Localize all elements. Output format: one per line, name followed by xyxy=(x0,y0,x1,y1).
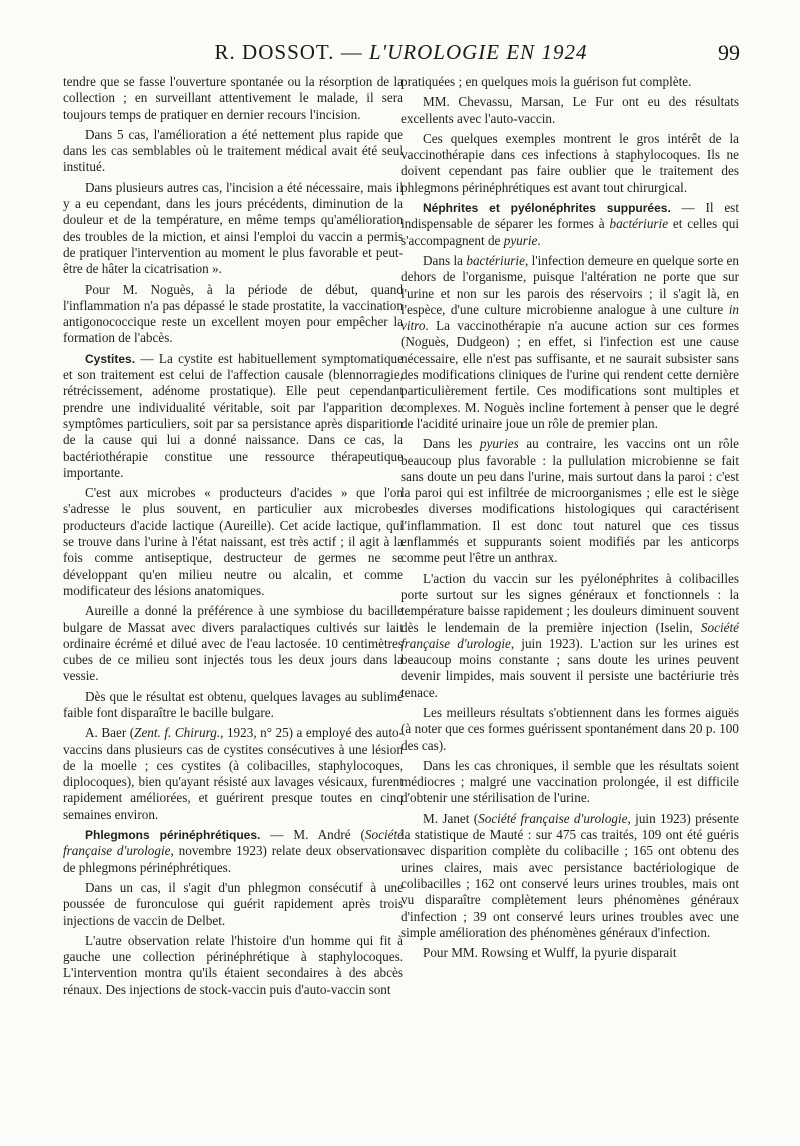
left-column xyxy=(63,74,403,1002)
citation: Société française d'urologie xyxy=(63,827,403,859)
paragraph-text: , l'infection demeure en quelque sorte en dehors de l'organisme, puisque l'altération ne porte que sur l'urine et non sur les parois des réservoirs ; il s'agit là, en l'espèce, d'une culture microbienne analogue à une culture xyxy=(401,252,739,317)
paragraph: pratiquées ; en quelques mois la guérison fut complète. xyxy=(401,74,692,89)
paragraph: Les meilleurs résultats s'obtiennent dans les formes aiguës (à noter que ces formes guérissent spontanément dans 20 p. 100 des cas). xyxy=(401,704,739,753)
paragraph-text: . La vaccinothérapie n'a aucune action sur ces formes (Noguès, Dudgeon) ; en effet, si l'infection est une cause nécessaire, elle n'est pas suffisante, et ne saurait subsister sans des modifications cliniques de l'urine qui rendent cette dernière particulièrement fertile. Ces modifications sont multiples et complexes. M. Noguès incline fortement à penser que le degré de l'acidité urinaire joue un rôle de premier plan. xyxy=(401,318,739,431)
section-paragraph-nephrites xyxy=(401,200,739,249)
paragraph xyxy=(401,811,739,941)
paragraph xyxy=(401,571,739,701)
running-header xyxy=(62,40,740,72)
paragraph: Dans plusieurs autres cas, l'incision a été nécessaire, mais il y a eu cependant, dans les jours précédents, diminution de la douleur et de la température, en même temps qu'amélioration des troubles de la miction, et ainsi l'emploi du vaccin a permis de pratiquer l'intervention au moment le plus favorable et peut-être de hâter la cicatrisation ». xyxy=(63,179,403,277)
section-heading: Phlegmons périnéphrétiques. xyxy=(85,828,261,843)
citation: Société française d'urologie xyxy=(401,619,739,651)
paragraph: Dans un cas, il s'agit d'un phlegmon consécutif à une poussée de furonculose qui guérit rapidement après trois injections de vaccin de Delbet. xyxy=(63,879,403,928)
paragraph xyxy=(401,253,739,432)
paragraph: Pour M. Noguès, à la période de début, quand l'inflammation n'a pas dépassé le stade prostatite, la vaccination antigonococcique reste un excellent moyen pour empêcher la formation de l'abcès. xyxy=(63,281,403,346)
paragraph: Dans les cas chroniques, il semble que les résultats soient médiocres ; malgré une vaccination prolongée, il est difficile d'obtenir une stérilisation de l'urine. xyxy=(401,757,739,806)
emphasis: bactériurie xyxy=(466,252,525,268)
right-column xyxy=(401,74,739,965)
paragraph-text: Dans la xyxy=(423,252,467,268)
paragraph-text: , 1923, n° 25) a employé des auto-vaccins dans plusieurs cas de cystites consécutives à une lésion de la moelle ; ces cystites (à colibacilles, staphylocoques, diplocoques), bien qu'ayant résisté aux lavages vésicaux, furent rapidement améliorées, et guérirent presque toutes en cinq semaines environ. xyxy=(63,725,404,822)
paragraph: Aureille a donné la préférence à une symbiose du bacille bulgare de Massat avec divers paralactiques cultivés sur lait ordinaire écrémé et dilué avec de l'eau lactosée. 10 centimètres cubes de ce milieu sont injectés tous les deux jours dans la vessie. xyxy=(63,603,403,684)
paragraph-text: , novembre 1923) relate deux observations de phlegmons périnéphrétiques. xyxy=(63,843,403,875)
paragraph: L'autre observation relate l'histoire d'un homme qui fit à gauche une collection périnéphrétique à staphylocoques. L'intervention montra qu'ils étaient secondaires à des abcès rénaux. Des injections de stock-vaccin puis d'auto-vaccin sont xyxy=(63,932,403,997)
emphasis: pyuries xyxy=(479,436,519,452)
paragraph-text: — M. André ( xyxy=(260,827,365,843)
citation: Zent. f. Chirurg. xyxy=(134,725,221,741)
emphasis: in vitro xyxy=(401,301,739,334)
paragraph: Dans 5 cas, l'amélioration a été nettement plus rapide que dans les cas semblables où le traitement médical avait été seul institué. xyxy=(63,126,403,175)
paragraph: MM. Chevassu, Marsan, Le Fur ont eu des résultats excellents avec l'auto-vaccin. xyxy=(401,94,739,126)
title-dash: — xyxy=(340,40,363,64)
paragraph: Dès que le résultat est obtenu, quelques lavages au sublimé faible font disparaître le bacille bulgare. xyxy=(63,688,403,720)
journal-year: 1924 xyxy=(541,40,588,64)
paragraph-text: , juin 1923). L'action sur les urines est beaucoup moins constante ; sans doute les urines peuvent devenir limpides, mais souvent il persiste une bactériurie très tenace. xyxy=(401,635,739,700)
paragraph-text: — La cystite est habituellement symptomatique et son traitement est celui de l'affection causale (blennorragie, rétrécissement, adénome prostatique). Elle peut cependant prendre une individualité véritable, soit par l'apparition de symptômes particuliers, soit par sa persistance après disparition de la cause qui lui a donné naissance. Dans ce cas, la bactériothérapie constitue une ressource thérapeutique importante. xyxy=(63,350,403,480)
section-heading: Cystites. xyxy=(85,351,136,366)
paragraph-text: et celles qui s'accompagnent de xyxy=(401,216,739,248)
paragraph: C'est aux microbes « producteurs d'acides » que l'on s'adresse le plus souvent, en particulier aux microbes producteurs d'acide lactique (Aureille). Cet acide lactique, qui se trouve dans l'urine à l'état naissant, est très actif ; il agit à la fois comme antiseptique, destructeur de germes ne se développant qu'en milieu neutre ou alcalin, et comme modificateur des lésions anatomiques. xyxy=(63,485,403,598)
paragraph xyxy=(63,725,403,823)
section-heading: Néphrites et pyélonéphrites suppurées. xyxy=(423,201,671,216)
emphasis: pyurie xyxy=(503,232,538,248)
citation: Société française d'urologie xyxy=(478,810,628,826)
section-paragraph-phlegmons xyxy=(63,827,403,876)
paragraph-text: A. Baer ( xyxy=(85,725,135,741)
section-paragraph-cystites xyxy=(63,351,403,481)
paragraph: Ces quelques exemples montrent le gros intérêt de la vaccinothérapie dans ces infections à staphylocoques. Ils ne doivent cependant pas faire oublier que le traitement des phlegmons périnéphrétiques est avant tout chirurgical. xyxy=(401,130,739,195)
paragraph-text: — Il est indispensable de séparer les formes à xyxy=(401,200,739,232)
paragraph-text: M. Janet ( xyxy=(423,810,479,826)
page-number: 99 xyxy=(718,40,740,65)
paragraph-text: , juin 1923) présente la statistique de Mauté : sur 475 cas traités, 109 ont été guéris avec disparition complète du colibacille ; 165 ont obtenu des urines claires, mais avec persistance bactériologique de colibacilles ; 162 ont conservé leurs urines troubles, mais ont vu disparaître complètement leurs phénomènes généraux d'infection ; 39 ont conservé leurs urines troubles avec une simple amélioration des phénomènes généraux d'infection. xyxy=(401,810,739,940)
paragraph-text: L'action du vaccin sur les pyélonéphrites à colibacilles porte surtout sur les signes généraux et fonctionnels : la température baisse rapidement ; les douleurs diminuent souvent dès le lendemain de la première injection (Iselin, xyxy=(401,570,739,635)
author-name: R. DOSSOT. xyxy=(214,40,335,64)
running-title xyxy=(62,40,740,65)
paragraph: tendre que se fasse l'ouverture spontanée ou la résorption de la collection ; en surveillant attentivement le malade, il sera toujours temps de pratiquer en dernier recours l'incision. xyxy=(63,74,403,122)
journal-title: L'UROLOGIE EN xyxy=(368,40,536,64)
paragraph: Pour MM. Rowsing et Wulff, la pyurie disparait xyxy=(423,945,677,961)
emphasis: bactériurie xyxy=(609,216,669,232)
paragraph-text: au contraire, les vaccins ont un rôle beaucoup plus favorable : la pullulation microbienne se fait sans doute un peu dans l'urine, mais surtout dans la paroi : c'est la paroi qui est infiltrée de microorganismes ; elle est le siège des diverses modifications histologiques qui caractérisent l'inflammation. Il est donc tout naturel que ces tissus enflammés et suppurants soient modifiés par les anticorps comme peut l'être un anthrax. xyxy=(401,436,739,566)
paragraph-text: . xyxy=(537,232,541,248)
paragraph xyxy=(401,436,739,566)
paragraph-text: Dans les xyxy=(423,436,480,452)
